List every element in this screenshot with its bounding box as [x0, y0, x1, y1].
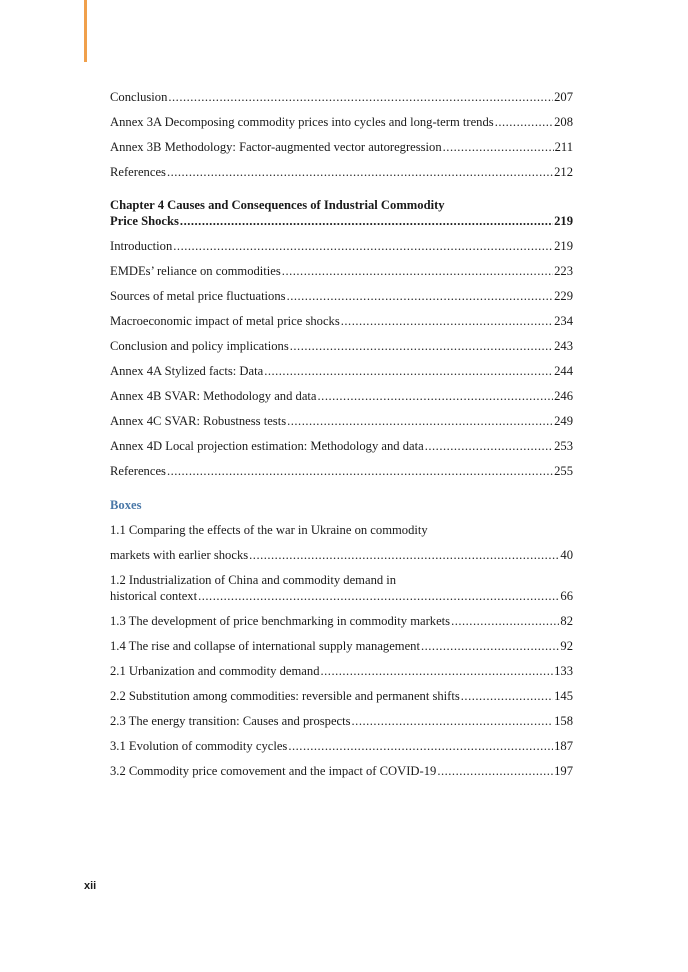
toc-entry-page: 249 [554, 414, 573, 428]
table-of-contents [110, 89, 573, 788]
box-entry[interactable] [110, 688, 573, 704]
page-number: xii [84, 880, 97, 892]
toc-entry-page: 211 [554, 140, 573, 154]
dot-leader [198, 588, 559, 604]
toc-entry-page: 223 [554, 264, 573, 278]
box-entry[interactable] [110, 663, 573, 679]
box-entry-title: 2.1 Urbanization and commodity demand [110, 664, 320, 678]
accent-bar [84, 0, 87, 62]
toc-entry[interactable] [110, 388, 573, 404]
box-entry-title: 3.1 Evolution of commodity cycles [110, 739, 288, 753]
toc-entry-page: 253 [554, 439, 573, 453]
toc-entry-page: 207 [554, 90, 573, 104]
toc-entry-page: 212 [554, 165, 573, 179]
box-entry-title: historical context [110, 589, 198, 603]
box-entry-page: 197 [554, 764, 573, 778]
toc-entry[interactable] [110, 338, 573, 354]
dot-leader [168, 89, 553, 105]
box-entry[interactable] [110, 588, 573, 604]
toc-entry-title: Annex 3B Methodology: Factor-augmented vector autoregression [110, 140, 442, 154]
toc-entry-page: 244 [554, 364, 573, 378]
chapter-heading: Chapter 4 Causes and Consequences of Industrial Commodity [110, 198, 445, 212]
toc-entry[interactable] [110, 438, 573, 454]
boxes-section-title: Boxes [110, 498, 142, 512]
box-entry-page: 92 [560, 639, 573, 653]
dot-leader [264, 363, 553, 379]
box-entry[interactable] [110, 638, 573, 654]
toc-entry-title: Annex 4C SVAR: Robustness tests [110, 414, 287, 428]
toc-entry[interactable] [110, 164, 573, 180]
toc-entry[interactable] [110, 363, 573, 379]
dot-leader [249, 547, 559, 563]
dot-leader [282, 263, 553, 279]
toc-entry[interactable] [110, 114, 573, 130]
box-entry-page: 40 [560, 548, 573, 562]
box-entry-page: 133 [554, 664, 573, 678]
box-entry-title: 1.4 The rise and collapse of international supply management [110, 639, 420, 653]
box-entry[interactable] [110, 713, 573, 729]
box-entry[interactable] [110, 613, 573, 629]
dot-leader [461, 688, 553, 704]
toc-entry-page: 229 [554, 289, 573, 303]
dot-leader [425, 438, 553, 454]
dot-leader [437, 763, 553, 779]
toc-entry-page: 246 [554, 389, 573, 403]
box-entry-title: markets with earlier shocks [110, 548, 249, 562]
toc-entry-title: Conclusion and policy implications [110, 339, 289, 353]
box-entry[interactable] [110, 547, 573, 563]
box-entry-title-line: 1.1 Comparing the effects of the war in Ukraine on commodity [110, 523, 428, 537]
box-entry-page: 145 [554, 689, 573, 703]
toc-entry-page: 234 [554, 314, 573, 328]
toc-entry-title: Macroeconomic impact of metal price shocks [110, 314, 340, 328]
toc-entry-page: 243 [554, 339, 573, 353]
dot-leader [443, 139, 554, 155]
dot-leader [352, 713, 554, 729]
box-entry-title: 2.2 Substitution among commodities: reversible and permanent shifts [110, 689, 460, 703]
box-entry-title: 3.2 Commodity price comovement and the impact of COVID-19 [110, 764, 437, 778]
box-entry[interactable] [110, 763, 573, 779]
toc-entry[interactable] [110, 238, 573, 254]
dot-leader [167, 164, 553, 180]
toc-entry-title: Introduction [110, 239, 173, 253]
toc-entry-page: 208 [554, 115, 573, 129]
toc-entry[interactable] [110, 313, 573, 329]
box-entry[interactable] [110, 738, 573, 754]
dot-leader [421, 638, 559, 654]
dot-leader [167, 463, 553, 479]
box-entry-title: 1.3 The development of price benchmarking in commodity markets [110, 614, 451, 628]
dot-leader [451, 613, 559, 629]
box-entry-page: 187 [554, 739, 573, 753]
dot-leader [287, 413, 553, 429]
toc-entry[interactable] [110, 139, 573, 155]
box-entry-title-line: 1.2 Industrialization of China and commodity demand in [110, 573, 397, 587]
box-entry-page: 158 [554, 714, 573, 728]
box-entry-title: 2.3 The energy transition: Causes and prospects [110, 714, 351, 728]
toc-entry-title: Annex 4D Local projection estimation: Methodology and data [110, 439, 424, 453]
toc-entry[interactable] [110, 288, 573, 304]
toc-entry-page: 219 [554, 239, 573, 253]
chapter-heading-title: Price Shocks [110, 214, 179, 228]
toc-entry-title: Conclusion [110, 90, 168, 104]
toc-entry-title: EMDEs’ reliance on commodities [110, 264, 281, 278]
toc-entry-title: Annex 4A Stylized facts: Data [110, 364, 264, 378]
toc-entry-page: 255 [554, 464, 573, 478]
toc-entry[interactable] [110, 413, 573, 429]
toc-entry[interactable] [110, 89, 573, 105]
chapter-heading-page: 219 [554, 214, 573, 228]
toc-entry-title: References [110, 165, 166, 179]
dot-leader [290, 338, 553, 354]
dot-leader [173, 238, 553, 254]
dot-leader [288, 738, 553, 754]
dot-leader [180, 213, 553, 229]
dot-leader [321, 663, 554, 679]
box-entry-page: 82 [560, 614, 573, 628]
toc-entry-title: References [110, 464, 166, 478]
dot-leader [495, 114, 553, 130]
dot-leader [318, 388, 554, 404]
chapter-heading-entry[interactable] [110, 213, 573, 229]
dot-leader [341, 313, 553, 329]
toc-entry[interactable] [110, 263, 573, 279]
toc-entry-title: Sources of metal price fluctuations [110, 289, 286, 303]
toc-entry[interactable] [110, 463, 573, 479]
toc-entry-title: Annex 4B SVAR: Methodology and data [110, 389, 317, 403]
toc-entry-title: Annex 3A Decomposing commodity prices into cycles and long-term trends [110, 115, 494, 129]
box-entry-page: 66 [560, 589, 573, 603]
dot-leader [287, 288, 554, 304]
